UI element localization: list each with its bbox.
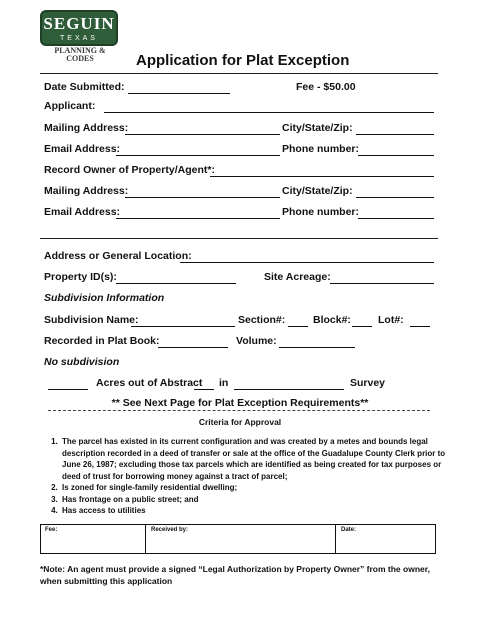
city-state-zip-field[interactable] <box>356 134 434 135</box>
subdivision-name-label: Subdivision Name: <box>44 314 139 326</box>
subdivision-info-heading: Subdivision Information <box>44 292 165 304</box>
block-label: Block#: <box>313 314 351 326</box>
volume-label: Volume: <box>236 335 277 347</box>
date-submitted-field[interactable] <box>128 93 230 94</box>
criteria-item: 1. The parcel has existed in its current configuration and was created by a metes and bounds legal description recorded in a deed of transfer or sale at the office of the Guadalupe County Clerk prior to June 26, 1987; excluding those tax parcels which are identified as being created for tax purposes or deed of trust for borrowing money against a tract of parcel; <box>60 436 452 482</box>
logo-dept-line1: PLANNING & <box>54 46 106 55</box>
email-address-label: Email Address: <box>44 143 121 155</box>
owner-mailing-address-label: Mailing Address: <box>44 185 129 197</box>
address-location-label: Address or General Location: <box>44 250 192 262</box>
section-label: Section#: <box>238 314 286 326</box>
office-divider <box>145 525 146 553</box>
office-fee-label: Fee: <box>45 527 58 533</box>
logo-department <box>48 47 112 63</box>
acres-field[interactable] <box>48 389 88 390</box>
page-title: Application for Plat Exception <box>136 52 350 69</box>
phone-number-label: Phone number: <box>282 143 360 155</box>
owner-mailing-address-field[interactable] <box>125 197 280 198</box>
fee-label: Fee - $50.00 <box>296 81 356 93</box>
lot-label: Lot#: <box>378 314 404 326</box>
criteria-list <box>44 436 452 517</box>
criteria-title: Criteria for Approval <box>198 417 282 427</box>
lot-field[interactable] <box>410 326 430 327</box>
email-address-field[interactable] <box>116 155 280 156</box>
criteria-item: 3. Has frontage on a public street; and <box>60 494 452 506</box>
site-acreage-field[interactable] <box>330 283 434 284</box>
criteria-item: 4. Has access to utilities <box>60 505 452 517</box>
recorded-in-field[interactable] <box>158 347 228 348</box>
office-received-by-label: Received by: <box>151 527 189 533</box>
logo-state: TEXAS <box>60 35 98 42</box>
volume-field[interactable] <box>279 347 355 348</box>
recorded-in-label: Recorded in Plat Book: <box>44 335 160 347</box>
mailing-address-field[interactable] <box>125 134 280 135</box>
see-next-page-note: ** See Next Page for Plat Exception Requirements** <box>111 397 369 409</box>
property-ids-field[interactable] <box>116 283 236 284</box>
owner-city-state-zip-field[interactable] <box>356 197 434 198</box>
office-divider <box>335 525 336 553</box>
applicant-field[interactable] <box>104 112 434 113</box>
mailing-address-label: Mailing Address: <box>44 122 129 134</box>
owner-email-address-field[interactable] <box>116 218 280 219</box>
section-field[interactable] <box>288 326 308 327</box>
owner-phone-number-label: Phone number: <box>282 206 360 218</box>
phone-number-field[interactable] <box>358 155 434 156</box>
survey-name-field[interactable] <box>234 389 344 390</box>
title-divider <box>40 73 438 74</box>
office-use-box <box>40 524 436 554</box>
criteria-item: 2. Is zoned for single-family residential dwelling; <box>60 482 452 494</box>
survey-label: Survey <box>350 377 386 389</box>
acres-out-of-abstract-label: Acres out of Abstract <box>96 377 203 389</box>
owner-email-address-label: Email Address: <box>44 206 121 218</box>
block-field[interactable] <box>352 326 372 327</box>
property-ids-label: Property ID(s): <box>44 271 117 283</box>
abstract-field[interactable] <box>194 389 214 390</box>
no-subdivision-heading: No subdivision <box>44 356 120 368</box>
date-submitted-label: Date Submitted: <box>44 81 125 93</box>
applicant-label: Applicant: <box>44 100 96 112</box>
record-owner-field[interactable] <box>210 176 434 177</box>
city-state-zip-label: City/State/Zip: <box>282 122 353 134</box>
office-date-label: Date: <box>341 527 357 533</box>
seguin-logo <box>40 10 118 46</box>
site-acreage-label: Site Acreage: <box>264 271 331 283</box>
address-location-field[interactable] <box>180 262 434 263</box>
record-owner-label: Record Owner of Property/Agent*: <box>44 164 215 176</box>
owner-phone-number-field[interactable] <box>358 218 434 219</box>
subdivision-name-field[interactable] <box>131 326 235 327</box>
agent-note: *Note: An agent must provide a signed “Legal Authorization by Property Owner” from the owner, when submitting this application <box>40 564 430 586</box>
in-label: in <box>219 377 229 389</box>
logo-name: SEGUIN <box>43 14 115 33</box>
owner-city-state-zip-label: City/State/Zip: <box>282 185 353 197</box>
logo-dept-line2: CODES <box>66 54 94 63</box>
criteria-divider <box>48 410 430 411</box>
